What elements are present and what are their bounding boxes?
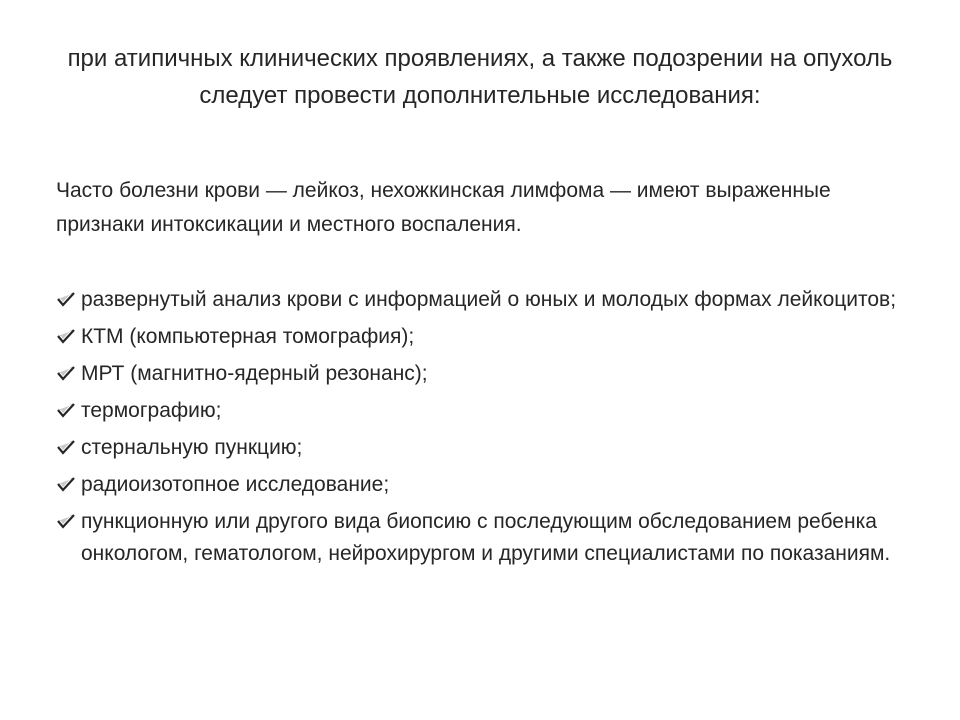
bullet-list [56, 284, 906, 575]
checkmark-arrow-icon [56, 327, 76, 347]
bullet-text: КТМ (компьютерная томография); [81, 325, 415, 348]
bullet-text: развернутый анализ крови с информацией о юных и молодых формах лейкоцитов; [81, 288, 897, 311]
list-item [56, 395, 906, 427]
list-item [56, 506, 906, 570]
checkmark-arrow-icon [56, 364, 76, 384]
list-item [56, 358, 906, 390]
checkmark-arrow-icon [56, 290, 76, 310]
list-item [56, 284, 906, 316]
list-item [56, 469, 906, 501]
list-item [56, 432, 906, 464]
list-item [56, 321, 906, 353]
bullet-text: термографию; [81, 399, 222, 422]
checkmark-arrow-icon [56, 401, 76, 421]
slide-title: при атипичных клинических проявлениях, а также подозрении на опухоль следует провести дополнительные исследования: [67, 45, 893, 109]
bullet-text: стернальную пункцию; [81, 436, 303, 459]
bullet-text: радиоизотопное исследование; [81, 473, 390, 496]
bullet-text: пункционную или другого вида биопсию с последующим обследованием ребенка онкологом, гематологом, нейрохирургом и другими специалистами по показаниям. [81, 510, 891, 565]
checkmark-arrow-icon [56, 438, 76, 458]
bullet-text: МРТ (магнитно-ядерный резонанс); [81, 362, 428, 385]
checkmark-arrow-icon [56, 475, 76, 495]
checkmark-arrow-icon [56, 512, 76, 532]
intro-paragraph: Часто болезни крови — лейкоз, нехожкинская лимфома — имеют выраженные признаки интоксикации и местного воспаления. [56, 179, 831, 236]
